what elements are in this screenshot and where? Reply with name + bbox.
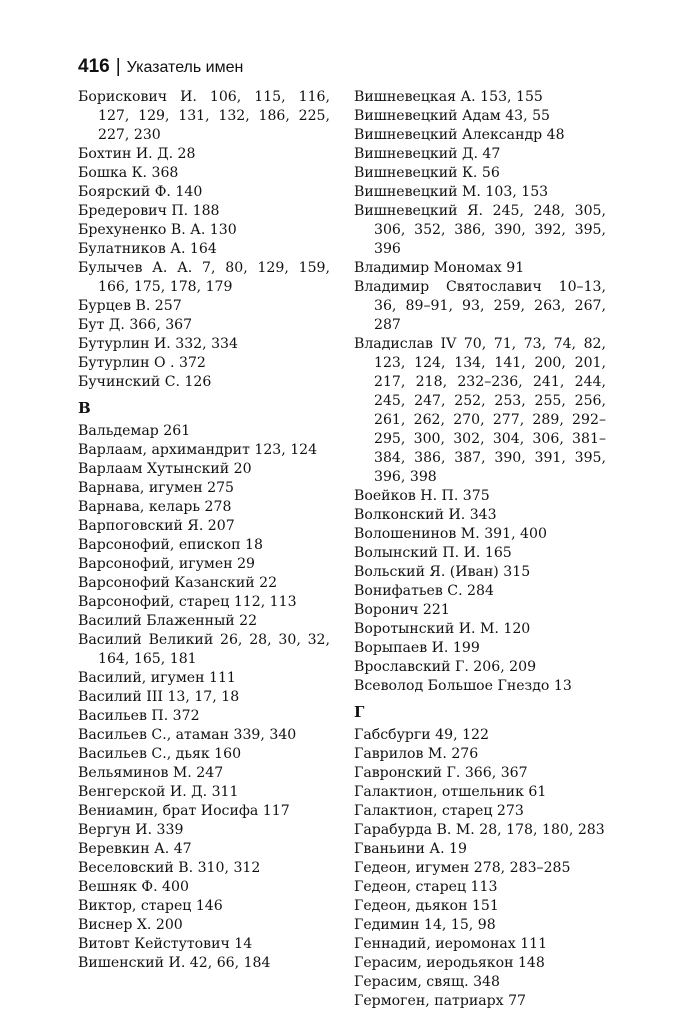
index-entry: Владимир Мономах 91 [354,260,525,276]
index-entry: Виснер Х. 200 [78,917,183,933]
index-entry: Волынский П. И. 165 [354,545,512,561]
index-entry: Варнава, игумен 275 [78,480,235,496]
index-entry: Бучинский С. 126 [78,374,212,390]
index-entry: Гваньини А. 19 [354,841,467,857]
index-entry: Вениамин, брат Иосифа 117 [78,803,290,819]
index-entry: Волконский И. 343 [354,507,497,523]
right-entries-before [354,88,606,696]
index-entry: Веревкин А. 47 [78,841,192,857]
header-separator: | [115,56,121,77]
running-title: Указатель имен [126,59,244,76]
index-entry: Гарабурда В. М. 28, 178, 180, 283 [354,822,605,838]
index-entry: Витовт Кейстутович 14 [78,936,253,952]
index-entry: Варсонофий, игумен 29 [78,556,255,572]
index-entry: Воронич 221 [354,602,450,618]
left-entries-before [78,88,330,392]
index-entry: Гедеон, дьякон 151 [354,898,499,914]
index-entry: Варсонофий, епископ 18 [78,537,263,553]
index-entry: Вельяминов М. 247 [78,765,224,781]
index-entry: Василий Великий 26, 28, 30, 32, 164, 165, 181 [78,632,330,667]
section-letter-v: В [78,399,91,417]
index-entry: Василий, игумен 111 [78,670,236,686]
index-entry: Вешняк Ф. 400 [78,879,189,895]
left-column [78,88,330,973]
index-entry: Гедимин 14, 15, 98 [354,917,496,933]
index-entry: Вишневецкий Я. 245, 248, 305, 306, 352, 386, 390, 392, 395, 396 [354,203,606,257]
index-entry: Варлаам Хутынский 20 [78,461,252,477]
index-entry: Боярский Ф. 140 [78,184,203,200]
index-entry: Гедеон, старец 113 [354,879,498,895]
index-entry: Варсонофий Казанский 22 [78,575,278,591]
index-entry: Воейков Н. П. 375 [354,488,490,504]
index-entry: Бутурлин О . 372 [78,355,206,371]
index-entry: Вишневецкий Александр 48 [354,127,565,143]
index-entry: Врославский Г. 206, 209 [354,659,537,675]
index-entry: Гедеон, игумен 278, 283–285 [354,860,571,876]
index-entry: Васильев С., дьяк 160 [78,746,242,762]
index-entry: Бурцев В. 257 [78,298,182,314]
index-entry: Булычев А. А. 7, 80, 129, 159, 166, 175, 178, 179 [78,260,330,295]
index-entry: Брехуненко В. А. 130 [78,222,237,238]
index-entry: Галактион, старец 273 [354,803,524,819]
index-entry: Вишневецкий Д. 47 [354,146,501,162]
index-entry: Габсбурги 49, 122 [354,727,489,743]
index-entry: Венгерской И. Д. 311 [78,784,239,800]
page-number: 416 [78,56,110,77]
index-entry: Вонифатьев С. 284 [354,583,494,599]
index-entry: Варнава, келарь 278 [78,499,232,515]
index-entry: Вишневецкий К. 56 [354,165,500,181]
index-entry: Варпоговский Я. 207 [78,518,235,534]
index-entry: Вольский Я. (Иван) 315 [354,564,531,580]
index-entry: Василий III 13, 17, 18 [78,689,240,705]
index-entry: Вишневецкая А. 153, 155 [354,89,543,105]
index-entry: Варсонофий, старец 112, 113 [78,594,297,610]
index-entry: Вишневецкий Адам 43, 55 [354,108,551,124]
index-entry: Галактион, отшельник 61 [354,784,547,800]
index-entry: Бохтин И. Д. 28 [78,146,196,162]
left-entries-after [78,422,330,973]
index-entry: Воротынский И. М. 120 [354,621,531,637]
page-header [78,56,243,84]
index-entry: Васильев П. 372 [78,708,200,724]
index-entry: Владимир Святославич 10–13, 36, 89–91, 93, 259, 263, 267, 287 [354,279,606,333]
index-entry: Васильев С., атаман 339, 340 [78,727,297,743]
index-entry: Бут Д. 366, 367 [78,317,193,333]
index-entry: Гермоген, патриарх 77 [354,993,527,1009]
index-entry: Булатников А. 164 [78,241,217,257]
index-entry: Ворыпаев И. 199 [354,640,480,656]
index-entry: Веселовский В. 310, 312 [78,860,261,876]
index-entry: Владислав IV 70, 71, 73, 74, 82, 123, 124, 134, 141, 200, 201, 217, 218, 232–236, 241, 244, 245, 247, 252, 253, 255, 256, 261, 262, 270, 277, 289, 292–295, 300, 302, 304, 306, 381–384, 386, 387, 390, 391, 395, 396, 398 [354,336,606,485]
right-column [354,88,606,1011]
index-entry: Бошка К. 368 [78,165,179,181]
index-entry: Гавронский Г. 366, 367 [354,765,528,781]
index-entry: Василий Блаженный 22 [78,613,258,629]
index-entry: Вишенский И. 42, 66, 184 [78,955,271,971]
index-entry: Варлаам, архимандрит 123, 124 [78,442,318,458]
index-entry: Борискович И. 106, 115, 116, 127, 129, 131, 132, 186, 225, 227, 230 [78,89,330,143]
index-entry: Герасим, иеродьякон 148 [354,955,545,971]
index-entry: Гаврилов М. 276 [354,746,479,762]
index-entry: Герасим, свящ. 348 [354,974,500,990]
index-entry: Вишневецкий М. 103, 153 [354,184,549,200]
index-entry: Вальдемар 261 [78,423,191,439]
index-entry: Бредерович П. 188 [78,203,220,219]
right-entries-after [354,726,606,1011]
index-entry: Всеволод Большое Гнездо 13 [354,678,572,694]
index-entry: Виктор, старец 146 [78,898,223,914]
index-entry: Бутурлин И. 332, 334 [78,336,238,352]
index-entry: Вергун И. 339 [78,822,184,838]
index-entry: Геннадий, иеромонах 111 [354,936,548,952]
index-entry: Волошенинов М. 391, 400 [354,526,547,542]
section-letter-g: Г [354,703,365,721]
